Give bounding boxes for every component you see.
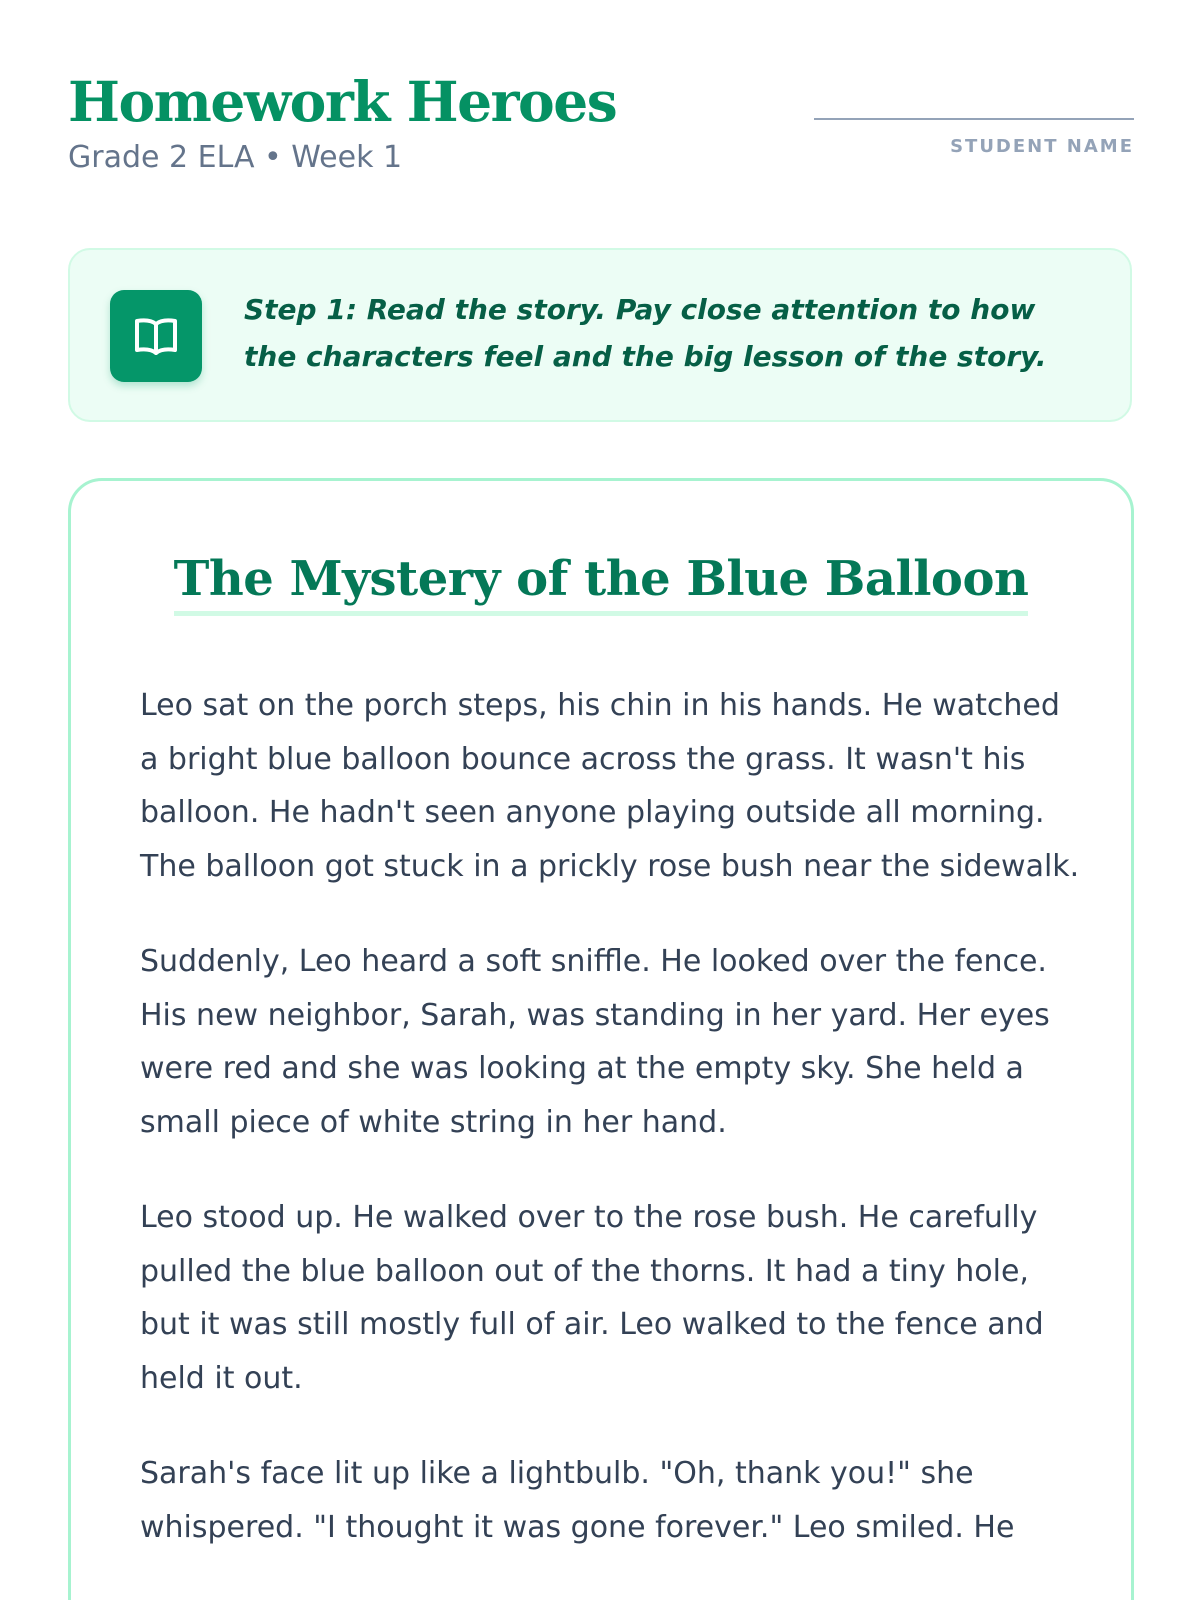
instruction-box [68, 248, 1132, 422]
brand-title: Homework Heroes [68, 69, 617, 134]
story-body [140, 679, 1080, 1596]
open-book-icon [110, 290, 202, 382]
story-title: The Mystery of the Blue Balloon [174, 549, 1029, 616]
instruction-text: Step 1: Read the story. Pay close attention to how the characters feel and the big lesson of the story. [244, 293, 1047, 373]
brand-subtitle: Grade 2 ELA • Week 1 [68, 140, 403, 175]
worksheet-header [68, 68, 1134, 188]
story-paragraph: Leo stood up. He walked over to the rose bush. He carefully pulled the blue balloon out of the thorns. It had a tiny hole, but it was still mostly full of air. Leo walked to the fence and held it out. [140, 1200, 1044, 1396]
story-paragraph: Sarah's face lit up like a lightbulb. "Oh, thank you!" she whispered. "I thought it was gone forever." Leo smiled. He [140, 1456, 1015, 1545]
student-name-label: STUDENT NAME [950, 136, 1134, 157]
student-name-line[interactable] [814, 118, 1134, 120]
story-paragraph: Leo sat on the porch steps, his chin in his hands. He watched a bright blue balloon bounce across the grass. It wasn't his balloon. He hadn't seen anyone playing outside all morning. The balloon got stuck in a prickly rose bush near the sidewalk. [140, 688, 1080, 884]
story-card [68, 478, 1134, 1600]
story-paragraph: Suddenly, Leo heard a soft sniffle. He looked over the fence. His new neighbor, Sarah, was standing in her yard. Her eyes were red and she was looking at the empty sky. She held a small piece of white string in her hand. [140, 944, 1050, 1140]
student-name-block [814, 118, 1134, 157]
